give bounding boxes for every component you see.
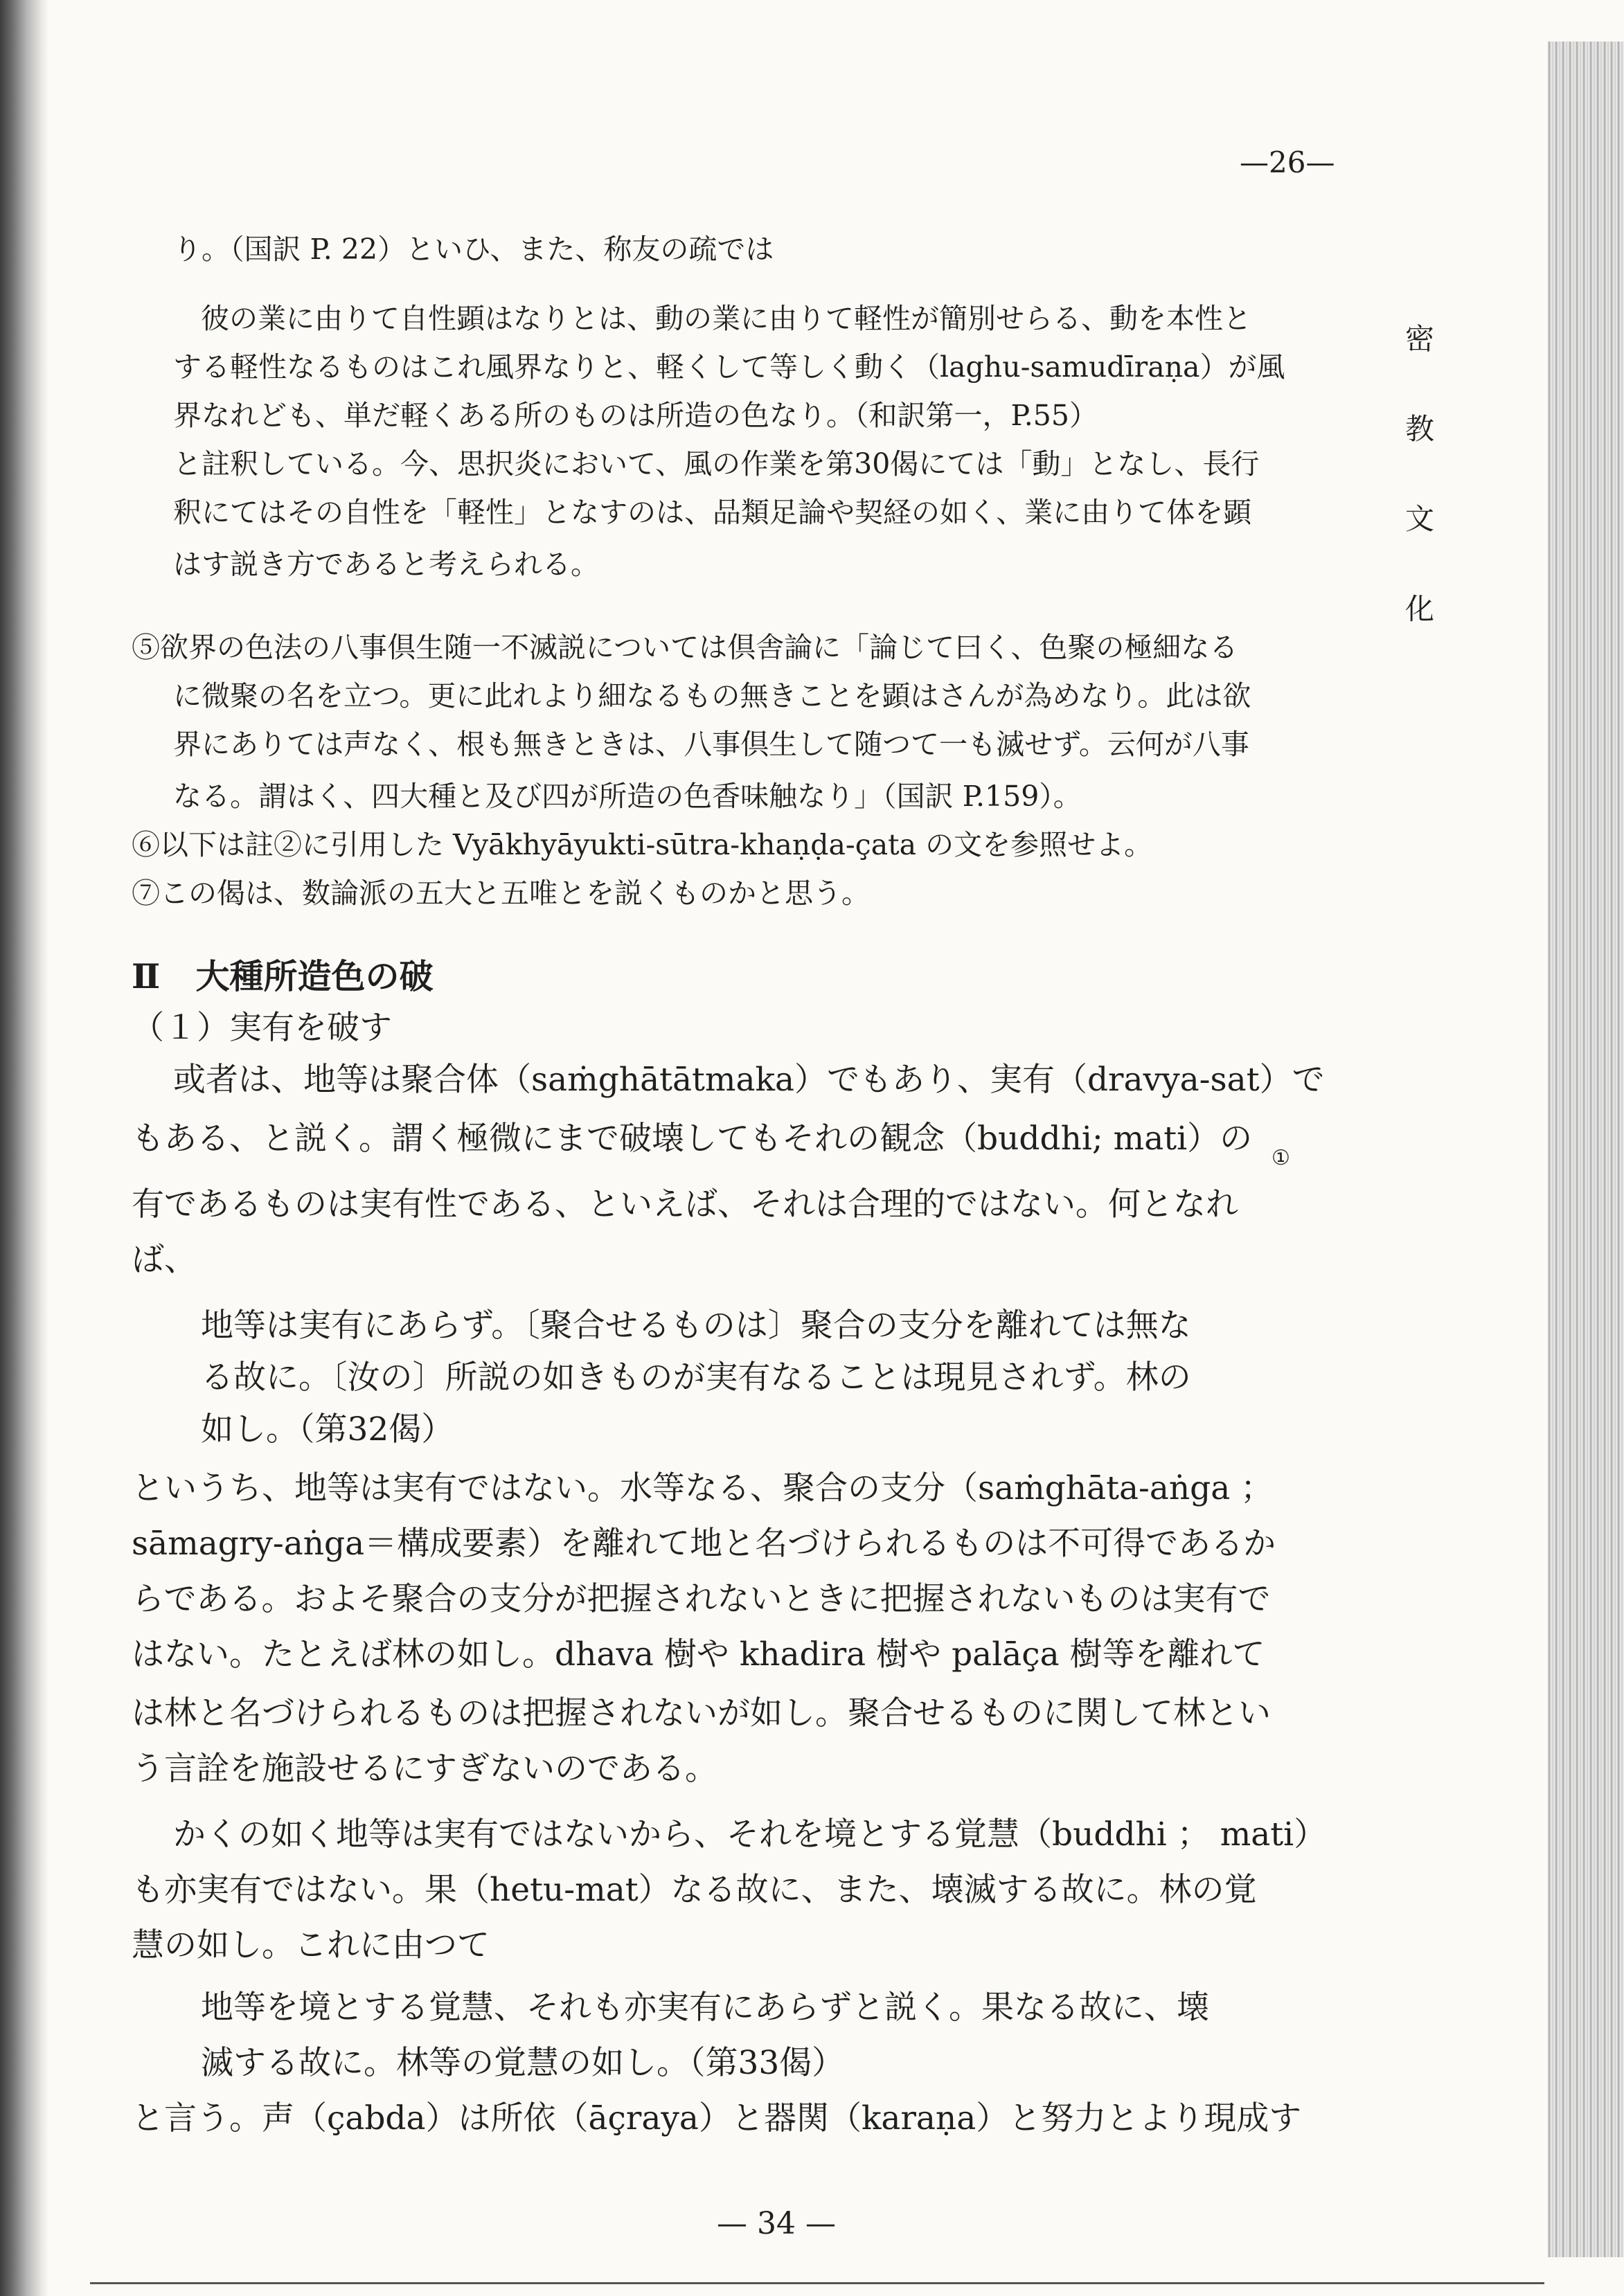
footnote-line: ⑥以下は註②に引用した Vyākhyāyukti-sūtra-khaṇḍa-çata の文を参照せよ。 [132, 828, 1153, 861]
verse-line: 地等を境とする覚慧、それも亦実有にあらずと説く。果なる故に、壊 [201, 1989, 1210, 2027]
body-line: は林と名づけられるものは把握されないが如し。聚合せるものに関して林とい [132, 1694, 1271, 1732]
side-label-char: 教 [1404, 412, 1434, 446]
scan-shadow-left [0, 0, 48, 2296]
footnote-line: 界にありては声なく、根も無きときは、八事倶生して随つて一も滅せず。云何が八事 [173, 728, 1249, 761]
subsection-heading: （１）実有を破す [132, 1009, 392, 1047]
side-label [1399, 294, 1440, 654]
verse-line: 滅する故に。林等の覚慧の如し。（第33偈） [201, 2044, 845, 2082]
scan-binding-right [1548, 42, 1624, 2257]
footnote-line: はす説き方であると考えられる。 [173, 548, 599, 581]
body-line: はない。たとえば林の如し。dhava 樹や khadira 樹や palāça 樹等を離れて [132, 1635, 1265, 1674]
body-line: かくの如く地等は実有ではないから、それを境とする覚慧（buddhi ； mati） [173, 1815, 1327, 1854]
footnote-line: ⑦この偈は、数論派の五大と五唯とを説くものかと思う。 [132, 877, 870, 910]
body-line: sāmagry-aṅga＝構成要素）を離れて地と名づけられるものは不可得であるか [132, 1525, 1276, 1563]
section-number: Ⅱ [132, 956, 161, 996]
footnote-line: り。（国訳 P. 22）といひ、また、称友の疏では [173, 233, 774, 266]
body-line: 或者は、地等は聚合体（saṁghātātmaka）でもあり、実有（dravya-sat）で [173, 1061, 1325, 1099]
footnote-line: 釈にてはその自性を「軽性」となすのは、品類足論や契経の如く、業に由りて体を顕 [173, 496, 1252, 529]
body-line: う言詮を施設せるにすぎないのである。 [132, 1750, 717, 1788]
bottom-rule [90, 2282, 1544, 2284]
body-line: もある、と説く。謂く極微にまで破壊してもそれの観念（buddhi; mati）の [132, 1120, 1253, 1158]
side-label-char: 密 [1404, 322, 1434, 356]
verse-line: 地等は実有にあらず。〔聚合せるものは〕聚合の支分を離れては無な [201, 1307, 1191, 1345]
footnote-line: なる。謂はく、四大種と及び四が所造の色香味触なり」（国訳 P.159）。 [173, 780, 1082, 813]
body-line: 有であるものは実有性である、といえば、それは合理的ではない。何となれ [132, 1185, 1238, 1223]
side-label-char: 文 [1404, 502, 1434, 536]
verse-line: 如し。（第32偈） [201, 1410, 454, 1449]
body-line: らである。およそ聚合の支分が把握されないときに把握されないものは実有で [132, 1580, 1271, 1618]
section-heading [132, 956, 434, 997]
verse-line: る故に。〔汝の〕所説の如きものが実有なることは現見されず。林の [201, 1358, 1191, 1397]
body-line: も亦実有ではない。果（hetu-mat）なる故に、また、壊滅する故に。林の覚 [132, 1871, 1257, 1909]
footnote-line: する軽性なるものはこれ風界なりと、軽くして等しく動く（laghu-samudīraṇa）が風 [173, 350, 1285, 384]
body-line: ば、 [132, 1241, 197, 1279]
body-line: 慧の如し。これに由つて [132, 1926, 490, 1964]
footnote-line: ⑤欲界の色法の八事倶生随一不滅説については倶舎論に「論じて曰く、色聚の極細なる [132, 631, 1238, 664]
footnote-line: 界なれども、単だ軽くある所のものは所造の色なり。（和訳第一，P.55） [173, 399, 1098, 432]
footnote-line: 彼の業に由りて自性顕はなりとは、動の業に由りて軽性が簡別せらる、動を本性と [201, 302, 1251, 335]
body-line: と言う。声（çabda）は所依（āçraya）と器関（karaṇa）と努力とより現成す [132, 2099, 1302, 2137]
reference-marker: ① [1271, 1146, 1290, 1170]
page-number-top: —26— [1240, 145, 1335, 179]
page-number-bottom: — 34 — [717, 2206, 836, 2241]
side-label-char: 化 [1404, 592, 1434, 626]
footnote-line: と註釈している。今、思択炎において、風の作業を第30偈にては「動」となし、長行 [173, 447, 1260, 481]
body-line: というち、地等は実有ではない。水等なる、聚合の支分（saṁghāta-aṅga ； [132, 1469, 1274, 1507]
footnote-line: に微聚の名を立つ。更に此れより細なるもの無きことを顕はさんが為めなり。此は欲 [173, 679, 1251, 712]
section-title: 大種所造色の破 [195, 956, 434, 996]
